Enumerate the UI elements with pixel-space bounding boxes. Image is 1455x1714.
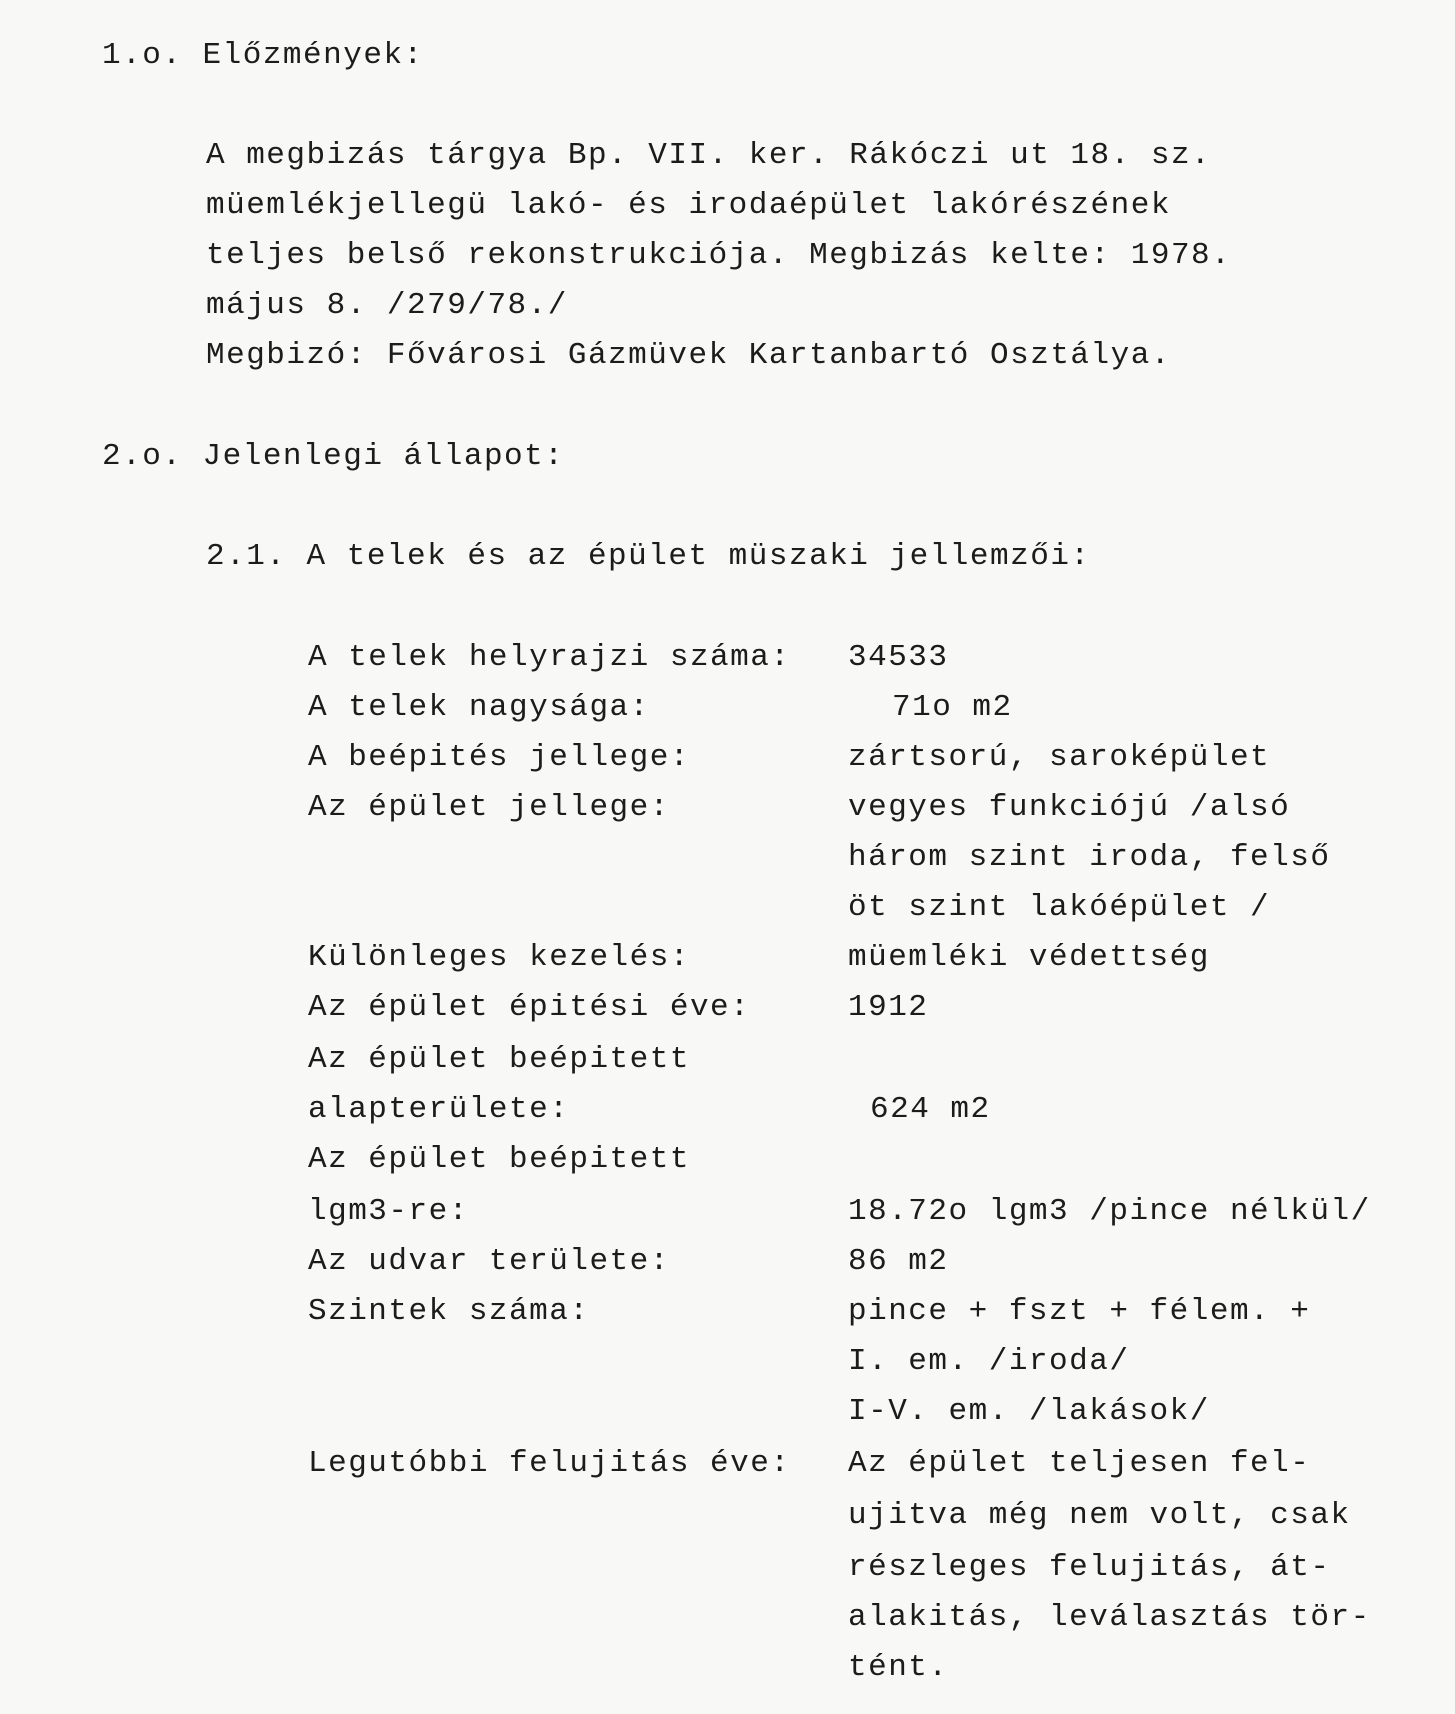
section-2-heading: 2.o. Jelenlegi állapot: — [102, 439, 565, 474]
row-value: Az épület teljesen fel- — [848, 1446, 1311, 1481]
row-value: 71o m2 — [892, 690, 1013, 725]
row-value: részleges felujitás, át- — [848, 1550, 1331, 1585]
row-value: ujitva még nem volt, csak — [848, 1498, 1351, 1533]
row-label: Különleges kezelés: — [308, 940, 690, 975]
row-value: zártsorú, saroképület — [848, 740, 1271, 775]
row-value: I-V. em. /lakások/ — [848, 1394, 1210, 1429]
section-1-heading: 1.o. Előzmények: — [102, 38, 424, 73]
section-1-line: A megbizás tárgya Bp. VII. ker. Rákóczi ut 18. sz. — [206, 138, 1212, 173]
row-value: vegyes funkciójú /alsó — [848, 790, 1291, 825]
row-value: 1912 — [848, 990, 929, 1025]
row-value: 624 m2 — [870, 1092, 991, 1127]
row-label: Az épület épitési éve: — [308, 990, 751, 1025]
row-label: A telek helyrajzi száma: — [308, 640, 791, 675]
row-value: 18.72o lgm3 /pince nélkül/ — [848, 1194, 1371, 1229]
row-value: I. em. /iroda/ — [848, 1344, 1130, 1379]
section-2-1-subheading: 2.1. A telek és az épület müszaki jellemzői: — [206, 539, 1091, 574]
row-label: Szintek száma: — [308, 1294, 590, 1329]
row-label: alapterülete: — [308, 1092, 570, 1127]
section-1-line: Megbizó: Fővárosi Gázmüvek Kartanbartó Osztálya. — [206, 338, 1171, 373]
row-label: Az épület beépitett — [308, 1042, 690, 1077]
row-value: 86 m2 — [848, 1244, 949, 1279]
section-1-line: május 8. /279/78./ — [206, 288, 568, 323]
row-label: Az udvar területe: — [308, 1244, 670, 1279]
row-label: Az épület jellege: — [308, 790, 670, 825]
row-value: müemléki védettség — [848, 940, 1210, 975]
row-value: 34533 — [848, 640, 949, 675]
row-label: Legutóbbi felujitás éve: — [308, 1446, 791, 1481]
row-label: lgm3-re: — [308, 1194, 469, 1229]
row-value: pince + fszt + félem. + — [848, 1294, 1311, 1329]
row-value: öt szint lakóépület / — [848, 890, 1271, 925]
section-1-line: müemlékjellegü lakó- és irodaépület lakórészének — [206, 188, 1171, 223]
row-value: három szint iroda, felső — [848, 840, 1331, 875]
row-label: Az épület beépitett — [308, 1142, 690, 1177]
row-label: A telek nagysága: — [308, 690, 650, 725]
row-value: alakitás, leválasztás tör- — [848, 1600, 1371, 1635]
section-1-line: teljes belső rekonstrukciója. Megbizás kelte: 1978. — [206, 238, 1232, 273]
row-label: A beépités jellege: — [308, 740, 690, 775]
row-value: tént. — [848, 1650, 949, 1685]
